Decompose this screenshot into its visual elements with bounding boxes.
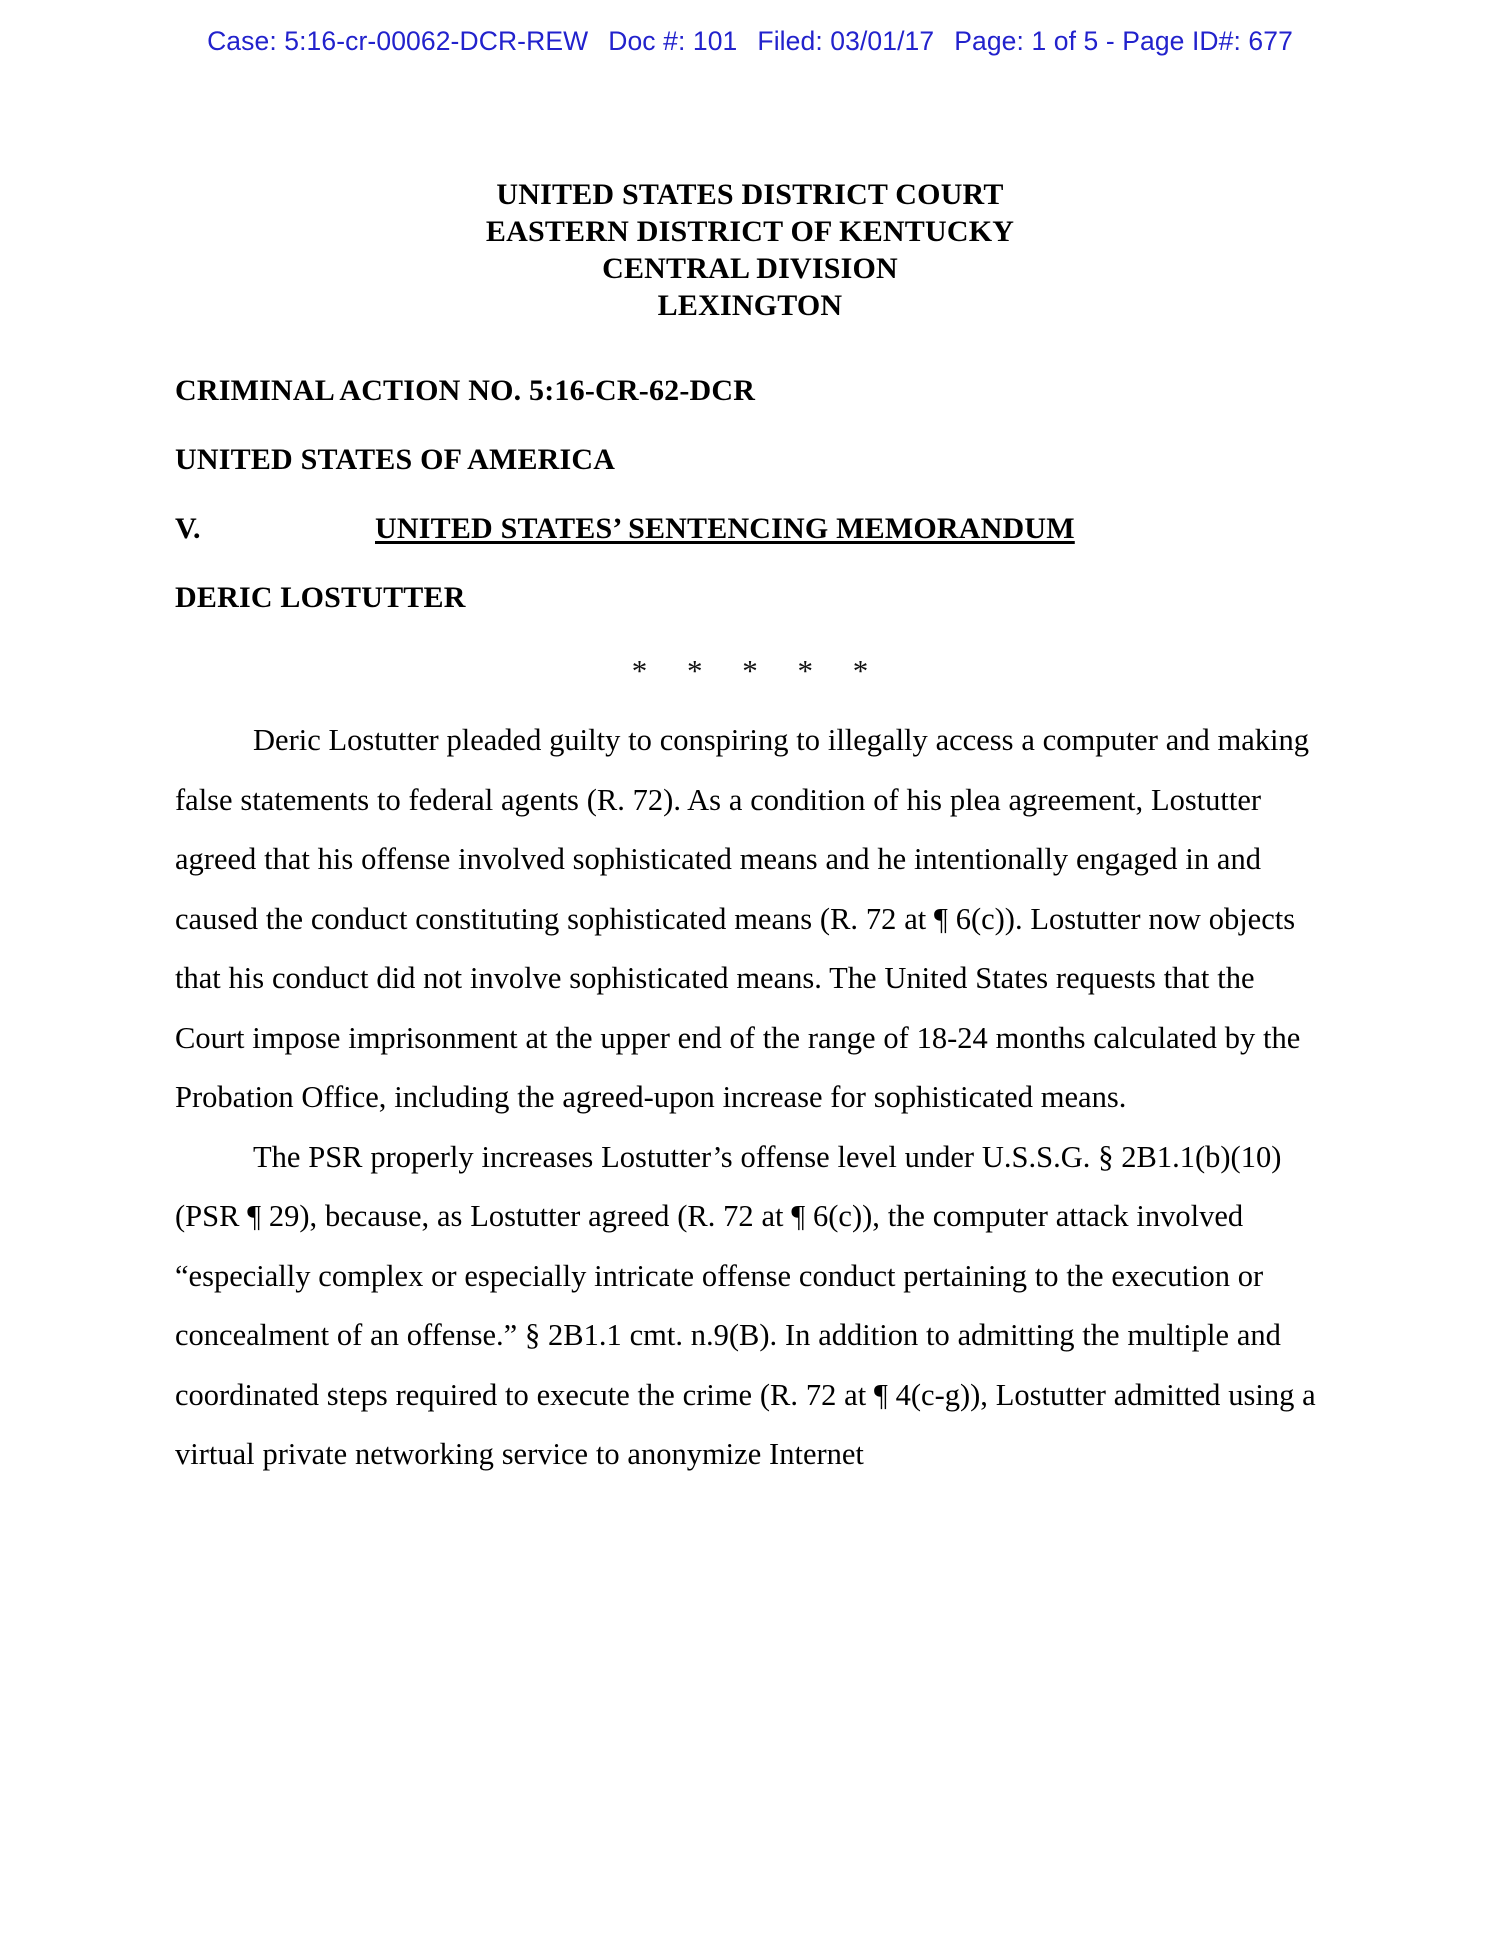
document-content — [175, 0, 1325, 1485]
versus-line — [175, 512, 1325, 546]
document-title: UNITED STATES’ SENTENCING MEMORANDUM — [375, 512, 1075, 545]
stamp-page-id: Page: 1 of 5 - Page ID#: 677 — [954, 26, 1293, 56]
defendant-name: DERIC LOSTUTTER — [175, 581, 466, 614]
body-paragraph-1: Deric Lostutter pleaded guilty to conspiring to illegally access a computer and making false statements to federal agents (R. 72). As a condition of his plea agreement, Lostutter agreed that his offense involved sophisticated means and he intentionally engaged in and caused the conduct constituting sophisticated means (R. 72 at ¶ 6(c)). Lostutter now objects that his conduct did not involve sophisticated means. The United States requests that the Court impose imprisonment at the upper end of the range of 18-24 months calculated by the Probation Office, including the agreed-upon increase for sophisticated means. — [175, 723, 1310, 1114]
versus-label: V. — [175, 512, 201, 545]
stamp-document-number: Doc #: 101 — [608, 26, 738, 56]
body-paragraph-2: The PSR properly increases Lostutter’s offense level under U.S.S.G. § 2B1.1(b)(10) (PSR ¶ 29), because, as Lostutter agreed (R. 72 at ¶ 6(c)), the computer attack involved “especially complex or especially intricate offense conduct pertaining to the execution or concealment of an offense.” § 2B1.1 cmt. n.9(B). In addition to admitting the multiple and coordinated steps required to execute the crime (R. 72 at ¶ 4(c-g)), Lostutter admitted using a virtual private networking service to anonymize Internet — [175, 1139, 1316, 1471]
body-text — [175, 711, 1325, 1485]
asterisk-divider: * * * * * — [631, 653, 885, 688]
court-caption — [175, 176, 1325, 324]
court-division: CENTRAL DIVISION — [602, 252, 898, 285]
plaintiff-name: UNITED STATES OF AMERICA — [175, 443, 616, 476]
criminal-action-number: CRIMINAL ACTION NO. 5:16-CR-62-DCR — [175, 374, 756, 407]
stamp-case-number: Case: 5:16-cr-00062-DCR-REW — [207, 26, 589, 56]
court-district: EASTERN DISTRICT OF KENTUCKY — [485, 215, 1015, 248]
court-name: UNITED STATES DISTRICT COURT — [496, 178, 1004, 211]
stamp-filed-date: Filed: 03/01/17 — [757, 26, 935, 56]
court-city: LEXINGTON — [657, 289, 843, 322]
case-caption-block — [175, 374, 1325, 615]
